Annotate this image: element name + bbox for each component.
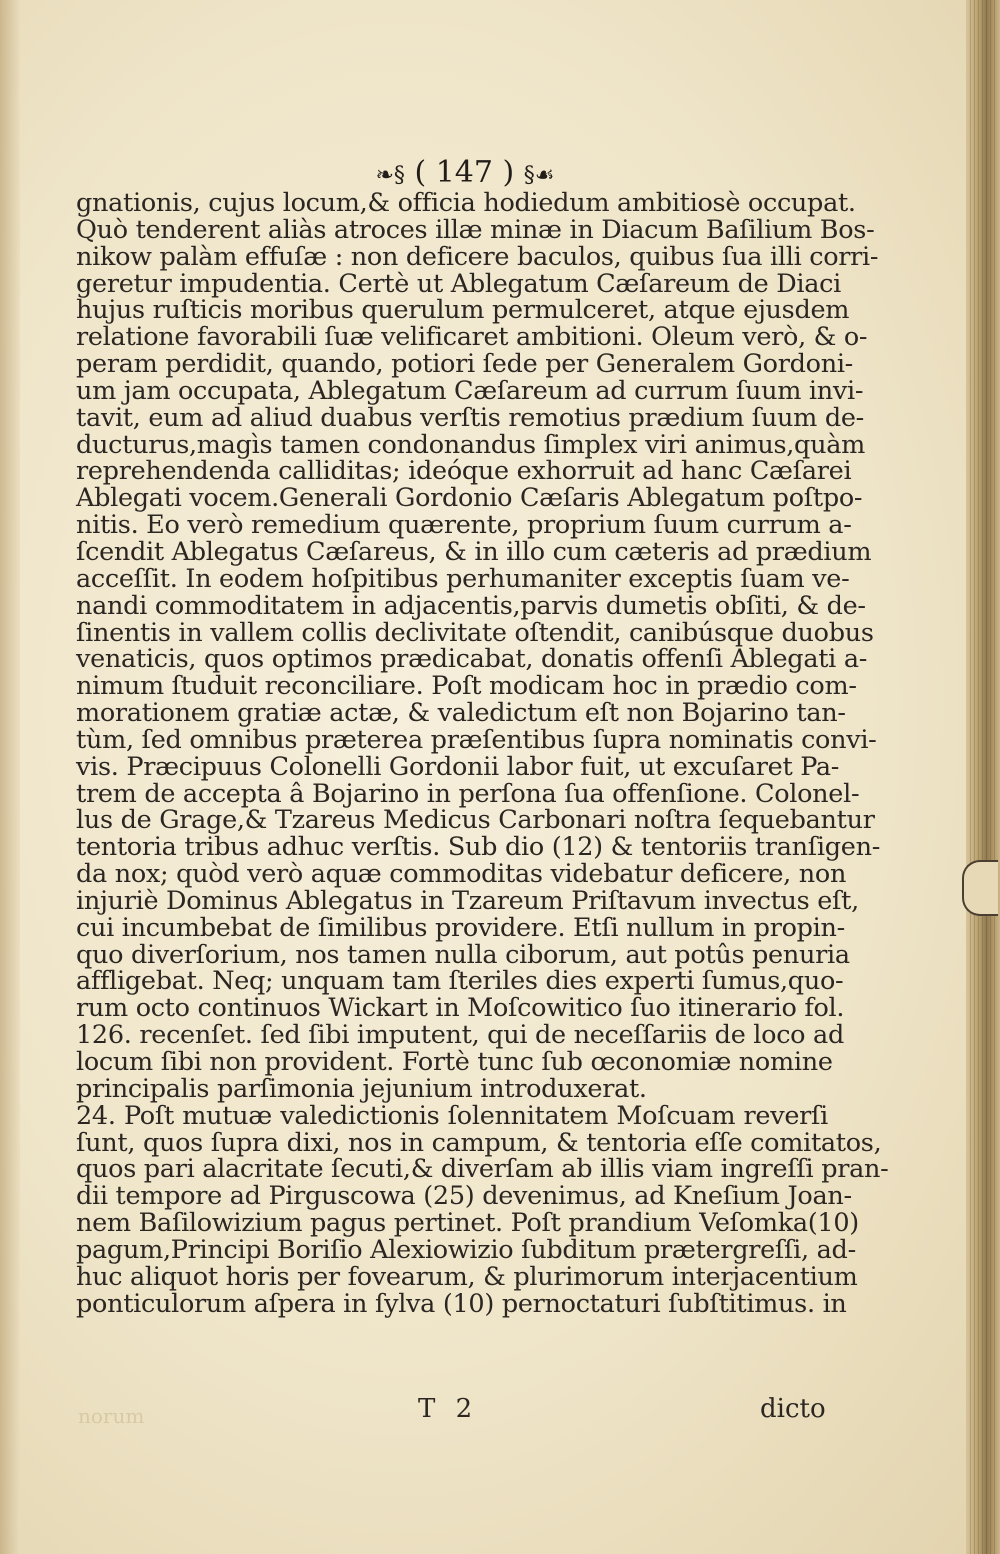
text-line: morationem gratiæ actæ, & valedictum eſt non Bojarino tan- bbox=[76, 698, 846, 729]
text-line: nikow palàm effuſæ : non deficere baculos, quibus ſua illi corri- bbox=[76, 241, 879, 272]
text-line: acceſſit. In eodem hoſpitibus perhumaniter exceptis ſuam ve- bbox=[76, 563, 850, 594]
text-line: gnationis, cujus locum,& officia hodiedum ambitiosè occupat. bbox=[76, 188, 856, 218]
text-line: affligebat. Neq; unquam tam ſteriles dies experti ſumus,quo- bbox=[76, 966, 844, 997]
text-line: peram perdidit, quando, potiori ſede per Generalem Gordoni- bbox=[76, 349, 853, 380]
text-line: nandi commoditatem in adjacentis,parvis dumetis obſiti, & de- bbox=[76, 590, 866, 621]
text-line: 126. recenſet. ſed ſibi imputent, qui de neceſſariis de loco ad bbox=[76, 1020, 844, 1051]
text-line: Quò tenderent aliàs atroces illæ minæ in Diacum Baſilium Bos- bbox=[76, 214, 875, 245]
page-tab-marker[interactable] bbox=[962, 860, 998, 916]
text-line: nem Baſilowizium pagus pertinet. Poſt prandium Veſomka(10) bbox=[76, 1208, 859, 1239]
page-header bbox=[355, 154, 575, 192]
text-line: ducturus,magìs tamen condonandus ſimplex viri animus,quàm bbox=[76, 429, 865, 460]
text-line: ſinentis in vallem collis declivitate oſtendit, canibúsque duobus bbox=[76, 617, 874, 648]
signature-mark: T 2 bbox=[418, 1394, 479, 1424]
text-line: lus de Grage,& Tzareus Medicus Carbonari noſtra ſequebantur bbox=[76, 805, 875, 836]
text-line: principalis parſimonia jejunium introduxerat. bbox=[76, 1073, 647, 1104]
text-line: hujus ruſticis moribus querulum permulceret, atque ejusdem bbox=[76, 295, 850, 326]
text-line: 24. Poſt mutuæ valedictionis ſolennitatem Moſcuam reverſi bbox=[76, 1100, 828, 1131]
text-line: pagum,Principi Boriſio Alexiowizio ſubditum prætergreſſi, ad- bbox=[76, 1234, 856, 1265]
text-line: venaticis, quos optimos prædicabat, donatis offenſi Ablegati a- bbox=[76, 644, 868, 675]
text-line: cui incumbebat de ſimilibus providere. Etſi nullum in propin- bbox=[76, 912, 845, 943]
text-line: reprehendenda calliditas; ideóque exhorruit ad hanc Cæſarei bbox=[76, 456, 852, 487]
text-line: da nox; quòd verò aquæ commoditas videbatur deficere, non bbox=[76, 859, 847, 890]
page-gutter-shadow bbox=[0, 0, 20, 1554]
text-line: rum octo continuos Wickart in Moſcowitico ſuo itinerario fol. bbox=[76, 993, 845, 1024]
bleed-through-text: norum bbox=[78, 1404, 145, 1428]
ornament-left-icon: ❧§ bbox=[375, 163, 405, 188]
text-line: relatione favorabili ſuæ velificaret ambitioni. Oleum verò, & o- bbox=[76, 322, 868, 353]
text-line: locum ſibi non provident. Fortè tunc ſub œconomiæ nomine bbox=[76, 1047, 833, 1077]
text-line: tavit, eum ad aliud duabus verſtis remotius prædium ſuum de- bbox=[76, 402, 864, 433]
text-line: Ablegati vocem.Generali Gordonio Cæſaris Ablegatum poſtpo- bbox=[76, 483, 863, 514]
text-line: geretur impudentia. Certè ut Ablegatum Cæſareum de Diaci bbox=[76, 268, 841, 299]
text-line: um jam occupata, Ablegatum Cæſareum ad currum ſuum invi- bbox=[76, 375, 864, 406]
text-line: huc aliquot horis per fovearum, & plurimorum interjacentium bbox=[76, 1261, 858, 1292]
catchword: dicto bbox=[760, 1394, 826, 1424]
body-text bbox=[76, 188, 889, 1319]
page-edge-lines bbox=[970, 0, 996, 1554]
text-line: ſunt, quos ſupra dixi, nos in campum, & tentoria eſſe comitatos, bbox=[76, 1127, 882, 1158]
text-line: injuriè Dominus Ablegatus in Tzareum Priſtavum invectus eſt, bbox=[76, 885, 859, 916]
text-line: nimum ſtuduit reconciliare. Poſt modicam hoc in prædio com- bbox=[76, 671, 857, 702]
ornament-right-icon: §☙ bbox=[523, 163, 555, 188]
text-line: tentoria tribus adhuc verſtis. Sub dio (12) & tentoriis tranſigen- bbox=[76, 832, 881, 863]
text-line: tùm, ſed omnibus præterea præſentibus ſupra nominatis convi- bbox=[76, 724, 877, 755]
text-line: vis. Præcipuus Colonelli Gordonii labor fuit, ut excuſaret Pa- bbox=[76, 751, 840, 782]
text-line: ſcendit Ablegatus Cæſareus, & in illo cum cæteris ad prædium bbox=[76, 536, 872, 567]
text-line: quos pari alacritate ſecuti,& diverſam ab illis viam ingreſſi pran- bbox=[76, 1154, 889, 1185]
text-line: quo diverſorium, nos tamen nulla ciborum, aut potûs penuria bbox=[76, 939, 850, 970]
page-number: ( 147 ) bbox=[414, 155, 515, 190]
text-line: trem de accepta â Bojarino in perſona ſua offenſione. Colonel- bbox=[76, 778, 860, 809]
text-line: ponticulorum aſpera in ſylva (10) pernoctaturi ſubſtitimus. in bbox=[76, 1288, 847, 1319]
text-line: nitis. Eo verò remedium quærente, proprium ſuum currum a- bbox=[76, 510, 852, 541]
text-line: dii tempore ad Pirguscowa (25) devenimus, ad Kneſium Joan- bbox=[76, 1181, 852, 1212]
